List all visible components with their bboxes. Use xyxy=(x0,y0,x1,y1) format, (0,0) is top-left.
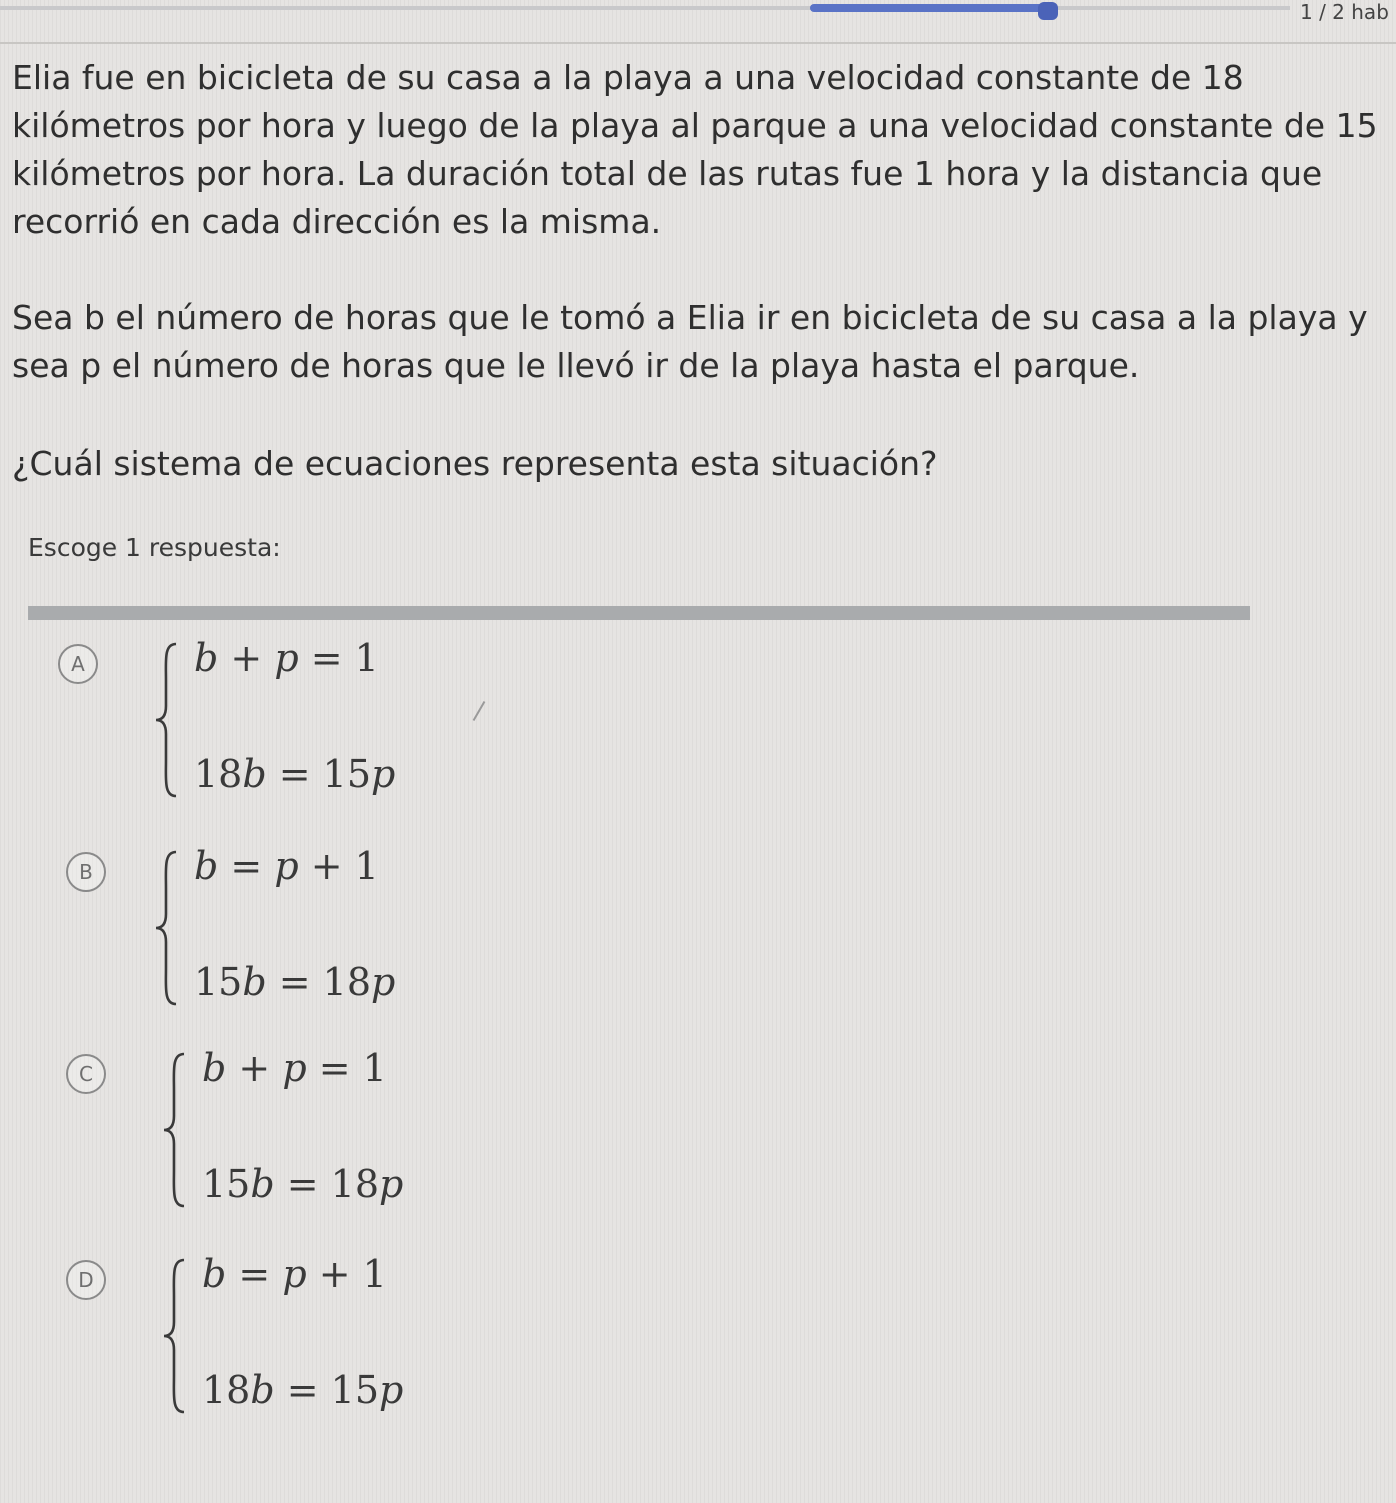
left-brace-icon xyxy=(162,1256,186,1416)
equation-1: b = p + 1 xyxy=(202,1252,387,1296)
equation-2: 18b = 15p xyxy=(202,1368,404,1412)
progress-bar xyxy=(0,2,1290,14)
progress-knob xyxy=(1038,2,1058,20)
radio-button-a[interactable]: A xyxy=(58,644,98,684)
options-divider xyxy=(28,606,1250,620)
problem-paragraph-2: Sea b el número de horas que le tomó a Elia ir en bicicleta de su casa a la playa y sea p el número de horas que le llevó ir de la playa hasta el parque. xyxy=(12,298,1368,385)
left-brace-icon xyxy=(154,848,178,1008)
question-text: ¿Cuál sistema de ecuaciones representa esta situación? xyxy=(12,444,938,483)
equation-2: 15b = 18p xyxy=(202,1162,404,1206)
radio-button-d[interactable]: D xyxy=(66,1260,106,1300)
progress-rail xyxy=(0,6,1290,10)
equation-2: 18b = 15p xyxy=(194,752,396,796)
radio-button-c[interactable]: C xyxy=(66,1054,106,1094)
equation-1: b + p = 1 xyxy=(194,636,379,680)
answer-option-b[interactable] xyxy=(58,844,758,1038)
radio-button-b[interactable]: B xyxy=(66,852,106,892)
answer-option-c[interactable] xyxy=(58,1046,758,1240)
answer-option-d[interactable] xyxy=(58,1252,758,1446)
left-brace-icon xyxy=(162,1050,186,1210)
progress-fill xyxy=(810,4,1050,12)
header-divider xyxy=(0,42,1396,44)
equation-2: 15b = 18p xyxy=(194,960,396,1004)
equation-1: b + p = 1 xyxy=(202,1046,387,1090)
page-counter: 1 / 2 hab xyxy=(1300,0,1389,24)
problem-paragraph-1: Elia fue en bicicleta de su casa a la playa a una velocidad constante de 18 kilómetros por hora y luego de la playa al parque a una velocidad constante de 15 kilómetros por hora. La duración total de las rutas fue 1 hora y la distancia que recorrió en cada dirección es la misma. xyxy=(12,58,1378,241)
equation-1: b = p + 1 xyxy=(194,844,379,888)
answer-option-a[interactable] xyxy=(58,636,758,830)
left-brace-icon xyxy=(154,640,178,800)
instruction-text: Escoge 1 respuesta: xyxy=(28,533,281,562)
